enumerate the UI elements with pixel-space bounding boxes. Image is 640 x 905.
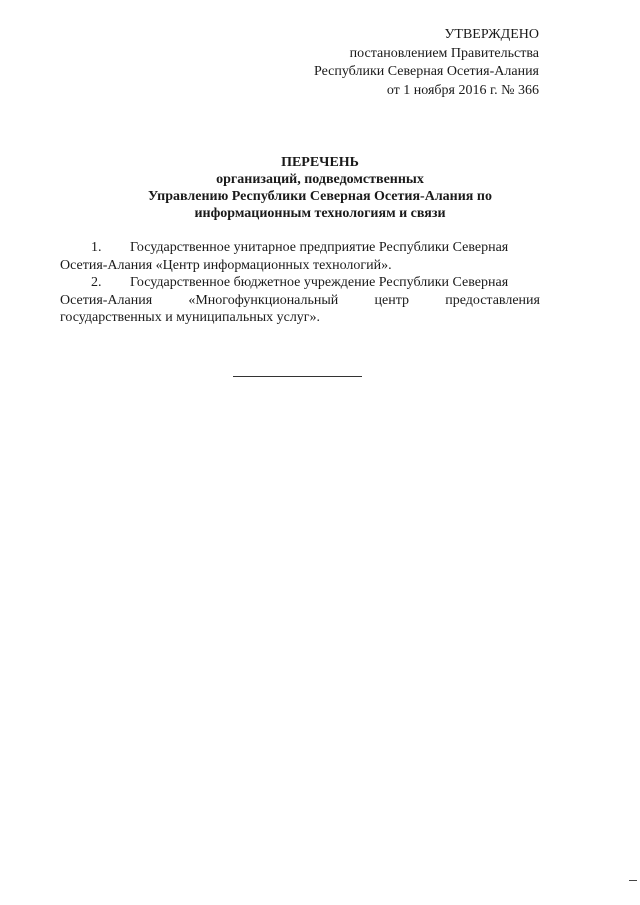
list-item-word: центр xyxy=(374,292,409,308)
list-item-number: 2. xyxy=(91,275,102,290)
approval-line-3: от 1 ноября 2016 г. № 366 xyxy=(386,82,539,98)
heading-line-2: Управлению Республики Северная Осетия-Алания по xyxy=(148,189,492,204)
approval-line-1: постановлением Правительства xyxy=(349,45,539,61)
document-heading xyxy=(60,154,580,222)
list-item-line: Государственное бюджетное учреждение Республики Северная xyxy=(130,275,509,290)
heading-line-3: информационным технологиям и связи xyxy=(194,206,446,221)
list-item xyxy=(60,274,540,327)
approval-title: УТВЕРЖДЕНО xyxy=(444,27,539,42)
page-edge-mark xyxy=(629,880,637,881)
end-separator-line xyxy=(233,376,362,377)
organization-list xyxy=(60,239,540,327)
list-item-line: Осетия-Алания «Центр информационных технологий». xyxy=(60,257,392,273)
list-item-line: государственных и муниципальных услуг». xyxy=(60,310,321,325)
heading-line-1: организаций, подведомственных xyxy=(216,172,424,187)
list-item-word: предоставления xyxy=(445,292,540,308)
list-item-line: Государственное унитарное предприятие Республики Северная xyxy=(130,240,509,255)
heading-title: ПЕРЕЧЕНЬ xyxy=(281,155,359,170)
list-item-word: «Многофункциональный xyxy=(188,292,339,308)
approval-line-2: Республики Северная Осетия-Алания xyxy=(314,64,539,79)
list-item xyxy=(60,239,540,274)
approval-block xyxy=(314,26,539,100)
list-item-justified-line xyxy=(60,292,540,310)
list-item-number: 1. xyxy=(91,240,102,255)
list-item-word: Осетия-Алания xyxy=(60,292,153,308)
